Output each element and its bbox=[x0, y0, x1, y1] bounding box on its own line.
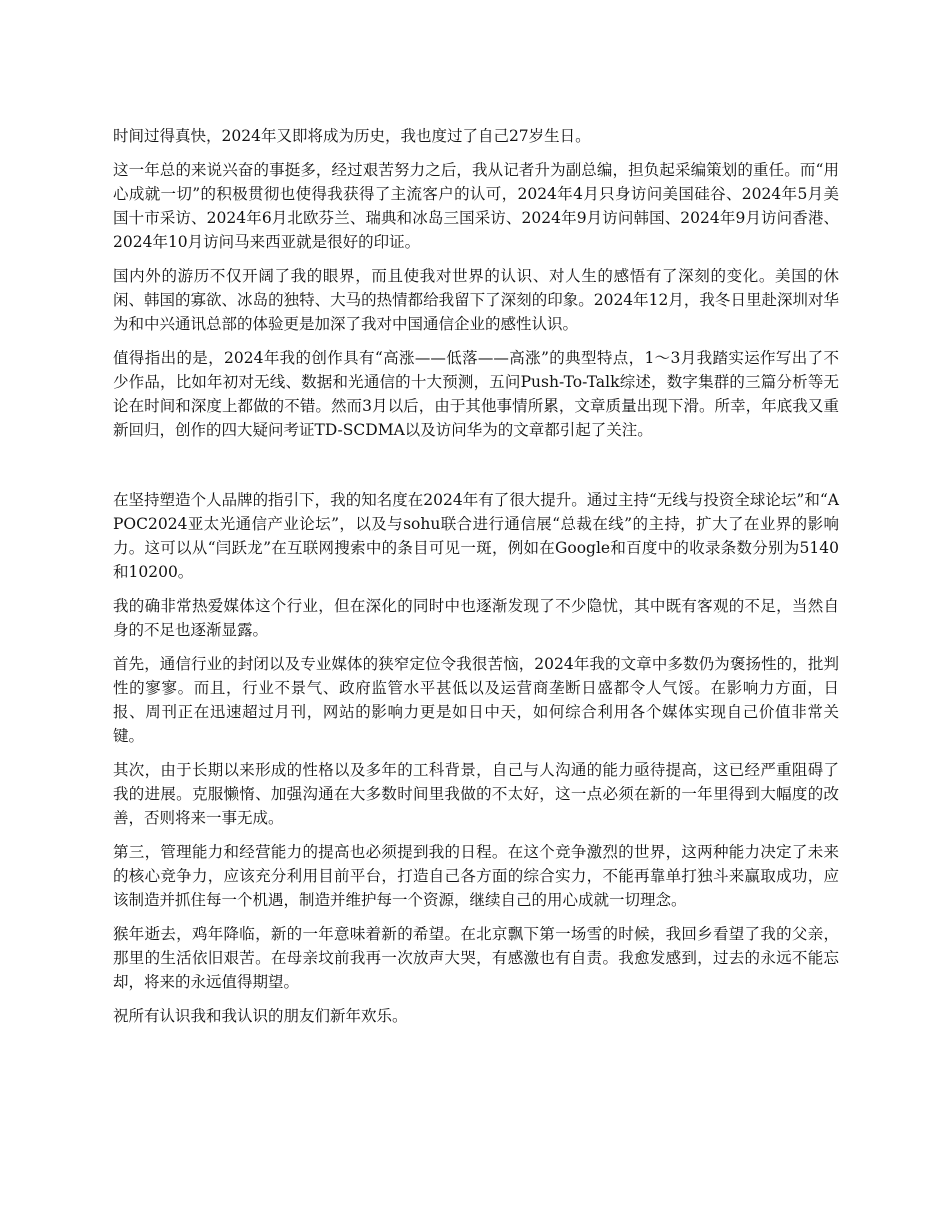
paragraph-travel: 国内外的游历不仅开阔了我的眼界，而且使我对世界的认识、对人生的感悟有了深刻的变化。美国的休闲、韩国的寡欲、冰岛的独特、大马的热情都给我留下了深刻的印象。2024年12月，我冬日里赴深圳对华为和中兴通讯总部的体验更是加深了我对中国通信企业的感性认识。 bbox=[113, 267, 839, 333]
document-body bbox=[113, 124, 839, 1038]
section-gap bbox=[113, 452, 839, 488]
paragraph-first-point: 首先，通信行业的封闭以及专业媒体的狭窄定位令我很苦恼，2024年我的文章中多数仍为褒扬性的，批判性的寥寥。而且，行业不景气、政府监管水平甚低以及运营商垄断日盛都令人气馁。在影响力方面，日报、周刊正在迅速超过月刊，网站的影响力更是如日中天，如何综合利用各个媒体实现自己价值非常关键。 bbox=[113, 655, 839, 745]
paragraph-greeting: 祝所有认识我和我认识的朋友们新年欢乐。 bbox=[113, 1007, 408, 1025]
paragraph-new-year: 猴年逝去，鸡年降临，新的一年意味着新的希望。在北京飘下第一场雪的时候，我回乡看望了我的父亲，那里的生活依旧艰苦。在母亲坟前我再一次放声大哭，有感激也有自责。我愈发感到，过去的永远不能忘却，将来的永远值得期望。 bbox=[113, 925, 839, 991]
paragraph-third-point: 第三，管理能力和经营能力的提高也必须提到我的日程。在这个竞争激烈的世界，这两种能力决定了未来的核心竞争力，应该充分利用目前平台，打造自己各方面的综合实力，不能再靠单打独斗来赢取成功，应该制造并抓住每一个机遇，制造并维护每一个资源，继续自己的用心成就一切理念。 bbox=[113, 843, 839, 909]
paragraph-writing: 值得指出的是，2024年我的创作具有“高涨——低落——高涨”的典型特点，1～3月我踏实运作写出了不少作品，比如年初对无线、数据和光通信的十大预测，五问Push-To-Talk综述，数字集群的三篇分析等无论在时间和深度上都做的不错。然而3月以后，由于其他事情所累，文章质量出现下滑。所幸，年底我又重新回归，创作的四大疑问考证TD-SCDMA以及访问华为的文章都引起了关注。 bbox=[113, 349, 839, 439]
paragraph-intro: 时间过得真快，2024年又即将成为历史，我也度过了自己27岁生日。 bbox=[113, 127, 591, 145]
paragraph-brand: 在坚持塑造个人品牌的指引下，我的知名度在2024年有了很大提升。通过主持“无线与投资全球论坛”和“APOC2024亚太光通信产业论坛”，以及与sohu联合进行通信展“总裁在线”的主持，扩大了在业界的影响力。这可以从“闫跃龙”在互联网搜索中的条目可见一斑，例如在Google和百度中的收录条数分别为5140和10200。 bbox=[113, 491, 839, 581]
paragraph-second-point: 其次，由于长期以来形成的性格以及多年的工科背景，自己与人沟通的能力亟待提高，这已经严重阻碍了我的进展。克服懒惰、加强沟通在大多数时间里我做的不太好，这一点必须在新的一年里得到大幅度的改善，否则将来一事无成。 bbox=[113, 761, 839, 827]
paragraph-concerns: 我的确非常热爱媒体这个行业，但在深化的同时中也逐渐发现了不少隐忧，其中既有客观的不足，当然自身的不足也逐渐显露。 bbox=[113, 597, 839, 639]
paragraph-promotion: 这一年总的来说兴奋的事挺多，经过艰苦努力之后，我从记者升为副总编，担负起采编策划的重任。而“用心成就一切”的积极贯彻也使得我获得了主流客户的认可，2024年4月只身访问美国硅谷、2024年5月美国十市采访、2024年6月北欧芬兰、瑞典和冰岛三国采访、2024年9月访问韩国、2024年9月访问香港、2024年10月访问马来西亚就是很好的印证。 bbox=[113, 161, 839, 251]
